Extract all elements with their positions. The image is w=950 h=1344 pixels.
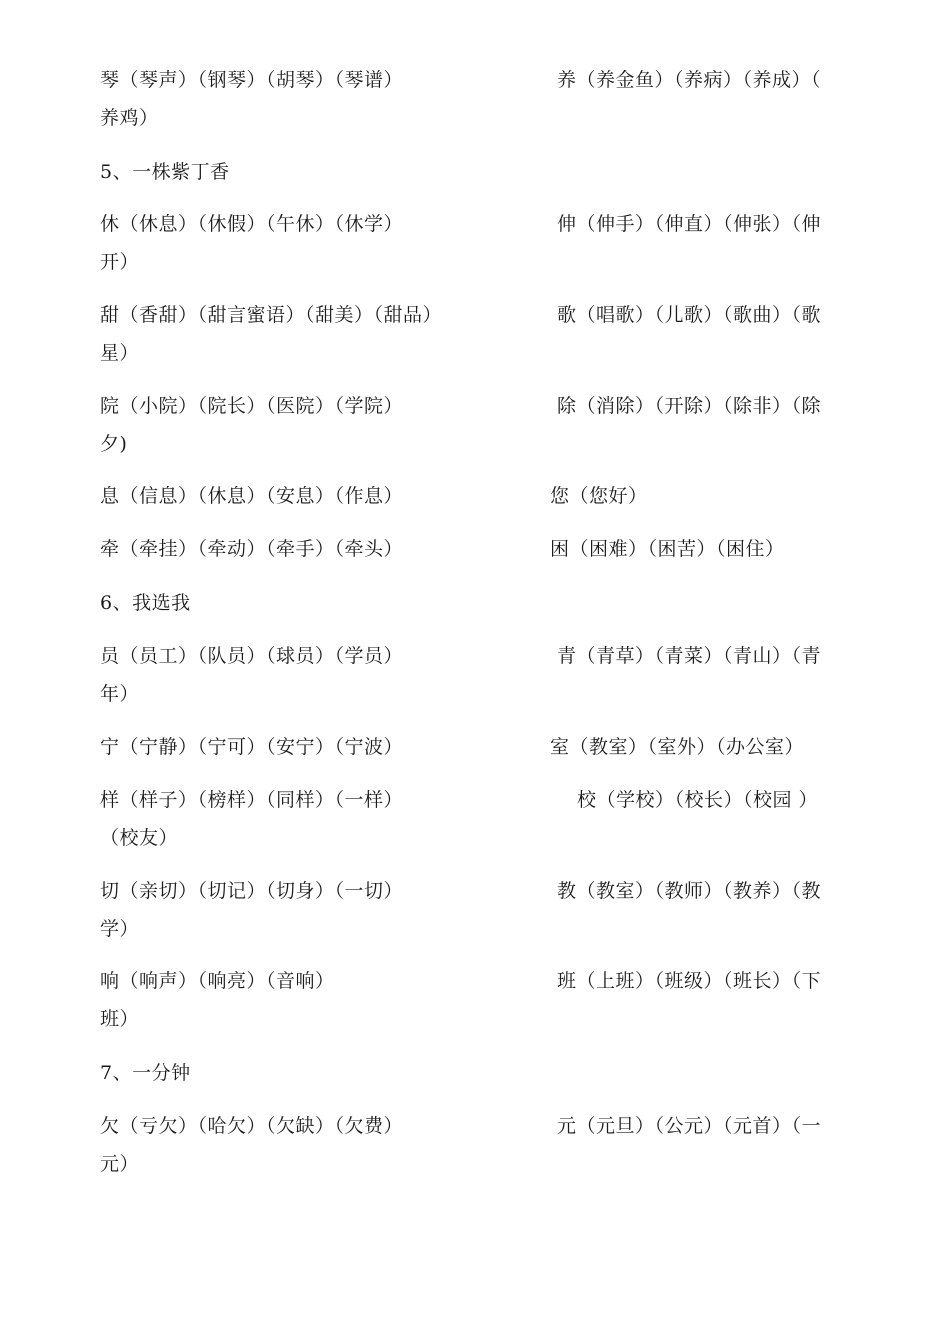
text-line: 青（青草）（青菜）（青山）（青 (557, 645, 822, 667)
text-line: 休（休息）（休假）（午休）（休学） (100, 213, 404, 235)
text-line: 元） (100, 1153, 140, 1175)
text-line: 学） (100, 918, 140, 940)
text-line: 星） (100, 342, 140, 364)
text-line: 除（消除）（开除）（除非）（除 (557, 395, 822, 417)
section-heading: 7、一分钟 (100, 1062, 191, 1084)
section-heading: 5、一株紫丁香 (100, 161, 230, 183)
text-line: 室（教室）（室外）（办公室） (550, 736, 805, 758)
text-line: 切（亲切）（切记）（切身）（一切） (100, 880, 404, 902)
text-line: 养鸡） (100, 107, 159, 129)
text-line: 歌（唱歌）（儿歌）（歌曲）（歌 (557, 304, 822, 326)
text-line: 困（困难）（困苦）（困住） (550, 538, 785, 560)
text-line: 教（教室）（教师）（教养）（教 (557, 880, 822, 902)
text-line: 院（小院）（院长）（医院）（学院） (100, 395, 404, 417)
text-line: 牵（牵挂）（牵动）（牵手）（牵头） (100, 538, 404, 560)
text-line: 开） (100, 251, 140, 273)
text-line: 夕) (100, 433, 128, 455)
text-line: 响（响声）（响亮）（音响） (100, 970, 335, 992)
text-line: 琴（琴声）（钢琴）（胡琴）（琴谱） (100, 69, 404, 91)
text-line: （校友） (100, 827, 179, 849)
text-line: 养（养金鱼）（养病）（养成）（ (557, 69, 822, 91)
text-line: 元（元旦）（公元）（元首）（一 (557, 1115, 822, 1137)
text-line: 您（您好） (550, 485, 648, 507)
text-line: 样（样子）（榜样）（同样）（一样） (100, 789, 404, 811)
text-line: 伸（伸手）（伸直）（伸张）（伸 (557, 213, 822, 235)
section-heading: 6、我选我 (100, 592, 191, 614)
text-line: 年） (100, 683, 140, 705)
text-line: 宁（宁静）（宁可）（安宁）（宁波） (100, 736, 404, 758)
text-line: 班（上班）（班级）（班长）（下 (557, 970, 822, 992)
text-line: 息（信息）（休息）（安息）（作息） (100, 485, 404, 507)
text-line: 员（员工）（队员）（球员）（学员） (100, 645, 404, 667)
text-line: 欠（亏欠）（哈欠）（欠缺）（欠费） (100, 1115, 404, 1137)
text-line: 甜（香甜）（甜言蜜语）（甜美）（甜品） (100, 304, 443, 326)
text-line: 班） (100, 1008, 140, 1030)
text-line: 校（学校）（校长）（校园 ） (577, 789, 819, 811)
